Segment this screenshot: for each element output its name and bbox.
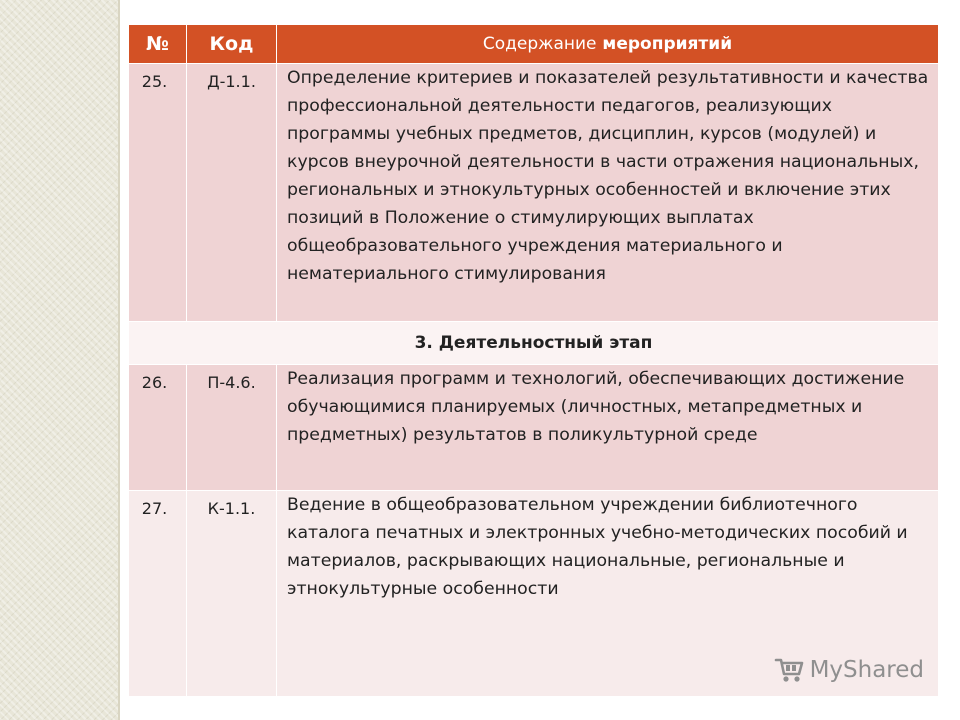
row-text: Реализация программ и технологий, обеспечивающих достижение обучающимися планируемых (личностных, метапредметных и предметных) результатов в поликультурной среде: [277, 365, 939, 491]
row-code: П-4.6.: [187, 365, 277, 491]
myshared-watermark: [774, 656, 924, 684]
table-header-row: [129, 25, 939, 64]
row-number: 27.: [129, 491, 187, 697]
row-code: Д-1.1.: [187, 64, 277, 322]
header-number: №: [129, 25, 187, 64]
header-content-main: мероприятий: [602, 34, 733, 54]
stage-label: 3. Деятельностный этап: [129, 322, 939, 365]
events-table: [128, 24, 939, 697]
header-code: Код: [187, 25, 277, 64]
row-text: Ведение в общеобразовательном учреждении библиотечного каталога печатных и электронных учебно-методических пособий и материалов, раскрывающих национальные, региональные и этнокультурные особенности: [277, 491, 939, 697]
row-text: Определение критериев и показателей результативности и качества профессиональной деятельности педагогов, реализующих программы учебных предметов, дисциплин, курсов (модулей) и курсов внеурочной деятельности в части отражения национальных, региональных и этнокультурных особенностей и включение этих позиций в Положение о стимулирующих выплатах общеобразовательного учреждения материального и нематериального стимулирования: [277, 64, 939, 322]
watermark-text: MyShared: [809, 657, 924, 683]
stage-row: [129, 322, 939, 365]
header-content-prefix: Содержание: [482, 34, 597, 54]
decorative-side-band: [0, 0, 120, 720]
row-number: 26.: [129, 365, 187, 491]
row-code: К-1.1.: [187, 491, 277, 697]
table-row: [129, 64, 939, 322]
table-row: [129, 365, 939, 491]
row-number: 25.: [129, 64, 187, 322]
header-content: [277, 25, 939, 64]
cart-icon: [774, 656, 804, 684]
